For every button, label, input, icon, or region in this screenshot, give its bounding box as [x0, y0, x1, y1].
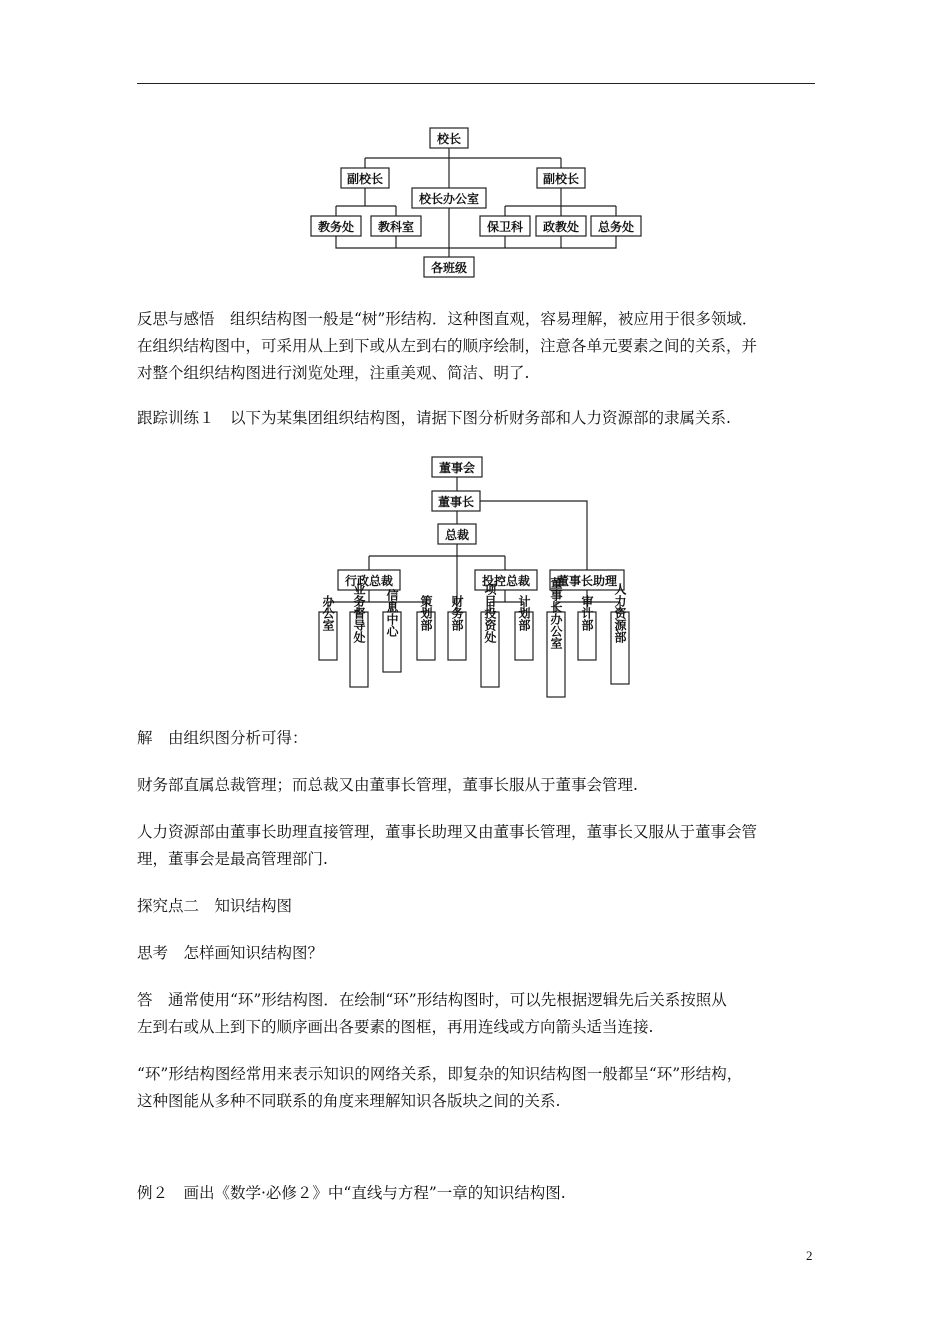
svg-text:校长办公室: 校长办公室 [418, 192, 480, 206]
section-2-heading: 探究点二 知识结构图 [137, 897, 293, 915]
svg-text:各班级: 各班级 [430, 261, 468, 275]
svg-text:副校长: 副校长 [346, 172, 384, 186]
svg-text:政教处: 政教处 [542, 220, 580, 234]
box-project [481, 582, 499, 687]
answer-head: 解 由组织图分析可得： [137, 729, 308, 747]
svg-text:财务部: 财务部 [450, 595, 464, 631]
svg-text:办公室: 办公室 [321, 595, 335, 631]
box-plan-dept [515, 594, 533, 660]
svg-text:教务处: 教务处 [317, 220, 355, 234]
ring-line-2: 这种图能从多种不同联系的角度来理解知识各版块之间的关系. [137, 1092, 561, 1110]
svg-text:计划部: 计划部 [517, 595, 531, 631]
answer2-line-2: 左到右或从上到下的顺序画出各要素的图框，再用连线或方向箭头适当连接. [137, 1018, 654, 1036]
connector [480, 501, 587, 570]
svg-text:项目投资处: 项目投资处 [483, 583, 497, 643]
svg-text:副校长: 副校长 [542, 172, 580, 186]
exercise-1: 跟踪训练１ 以下为某集团组织结构图，请据下图分析财务部和人力资源部的隶属关系. [137, 409, 731, 427]
svg-text:教科室: 教科室 [377, 220, 415, 234]
svg-text:总裁: 总裁 [444, 528, 470, 542]
box-admin-president [338, 570, 400, 590]
svg-text:保卫科: 保卫科 [486, 220, 524, 234]
svg-text:董事长助理: 董事长助理 [556, 574, 618, 588]
box-board [432, 457, 482, 477]
svg-text:投控总裁: 投控总裁 [481, 574, 531, 588]
page-number: 2 [806, 1248, 813, 1263]
example-2: 例２ 画出《数学·必修２》中“直线与方程”一章的知识结构图. [137, 1184, 566, 1202]
box-audit [578, 594, 596, 660]
svg-text:信息中心: 信息中心 [385, 589, 399, 637]
svg-text:董事会: 董事会 [438, 461, 476, 475]
box-info [383, 588, 401, 672]
answer-p2-line-1: 人力资源部由董事长助理直接管理，董事长助理又由董事长管理，董事长又服从于董事会管 [137, 823, 758, 841]
box-planning [417, 594, 435, 660]
answer-p1: 财务部直属总裁管理；而总裁又由董事长管理，董事长服从于董事会管理. [137, 776, 638, 794]
box-finance [448, 594, 466, 660]
svg-text:审计部: 审计部 [580, 595, 594, 631]
ring-line-1: “环”形结构图经常用来表示知识的网络关系，即复杂的知识结构图一般都呈“环”形结构， [137, 1065, 743, 1083]
svg-text:校长: 校长 [436, 132, 462, 146]
svg-text:总务处: 总务处 [597, 220, 635, 234]
svg-text:董事长办公室: 董事长办公室 [549, 577, 563, 649]
box-chair-office [547, 576, 565, 697]
svg-text:业务督导处: 业务督导处 [352, 583, 366, 643]
box-business [350, 583, 368, 687]
answer-p2-line-2: 理，董事会是最高管理部门. [137, 850, 328, 868]
box-office [319, 594, 337, 660]
reflection-line-3: 对整个组织结构图进行浏览处理，注重美观、简洁、明了. [137, 364, 530, 382]
svg-text:行政总裁: 行政总裁 [344, 574, 394, 588]
answer2-line-1: 答 通常使用“环”形结构图．在绘制“环”形结构图时，可以先根据逻辑先后关系按照从 [137, 991, 727, 1009]
svg-text:人力资源部: 人力资源部 [613, 583, 627, 643]
think-question: 思考 怎样画知识结构图？ [137, 944, 324, 962]
box-chairman [432, 491, 480, 511]
connector [328, 590, 426, 612]
reflection-line-1: 反思与感悟 组织结构图一般是“树”形结构．这种图直观，容易理解，被应用于很多领域． [137, 310, 758, 328]
svg-text:董事长: 董事长 [437, 495, 475, 509]
box-hr [611, 583, 629, 684]
box-president [438, 524, 476, 544]
reflection-line-2: 在组织结构图中，可采用从上到下或从左到右的顺序绘制，注意各单元要素之间的关系，并 [137, 337, 758, 355]
svg-text:策划部: 策划部 [419, 595, 433, 631]
